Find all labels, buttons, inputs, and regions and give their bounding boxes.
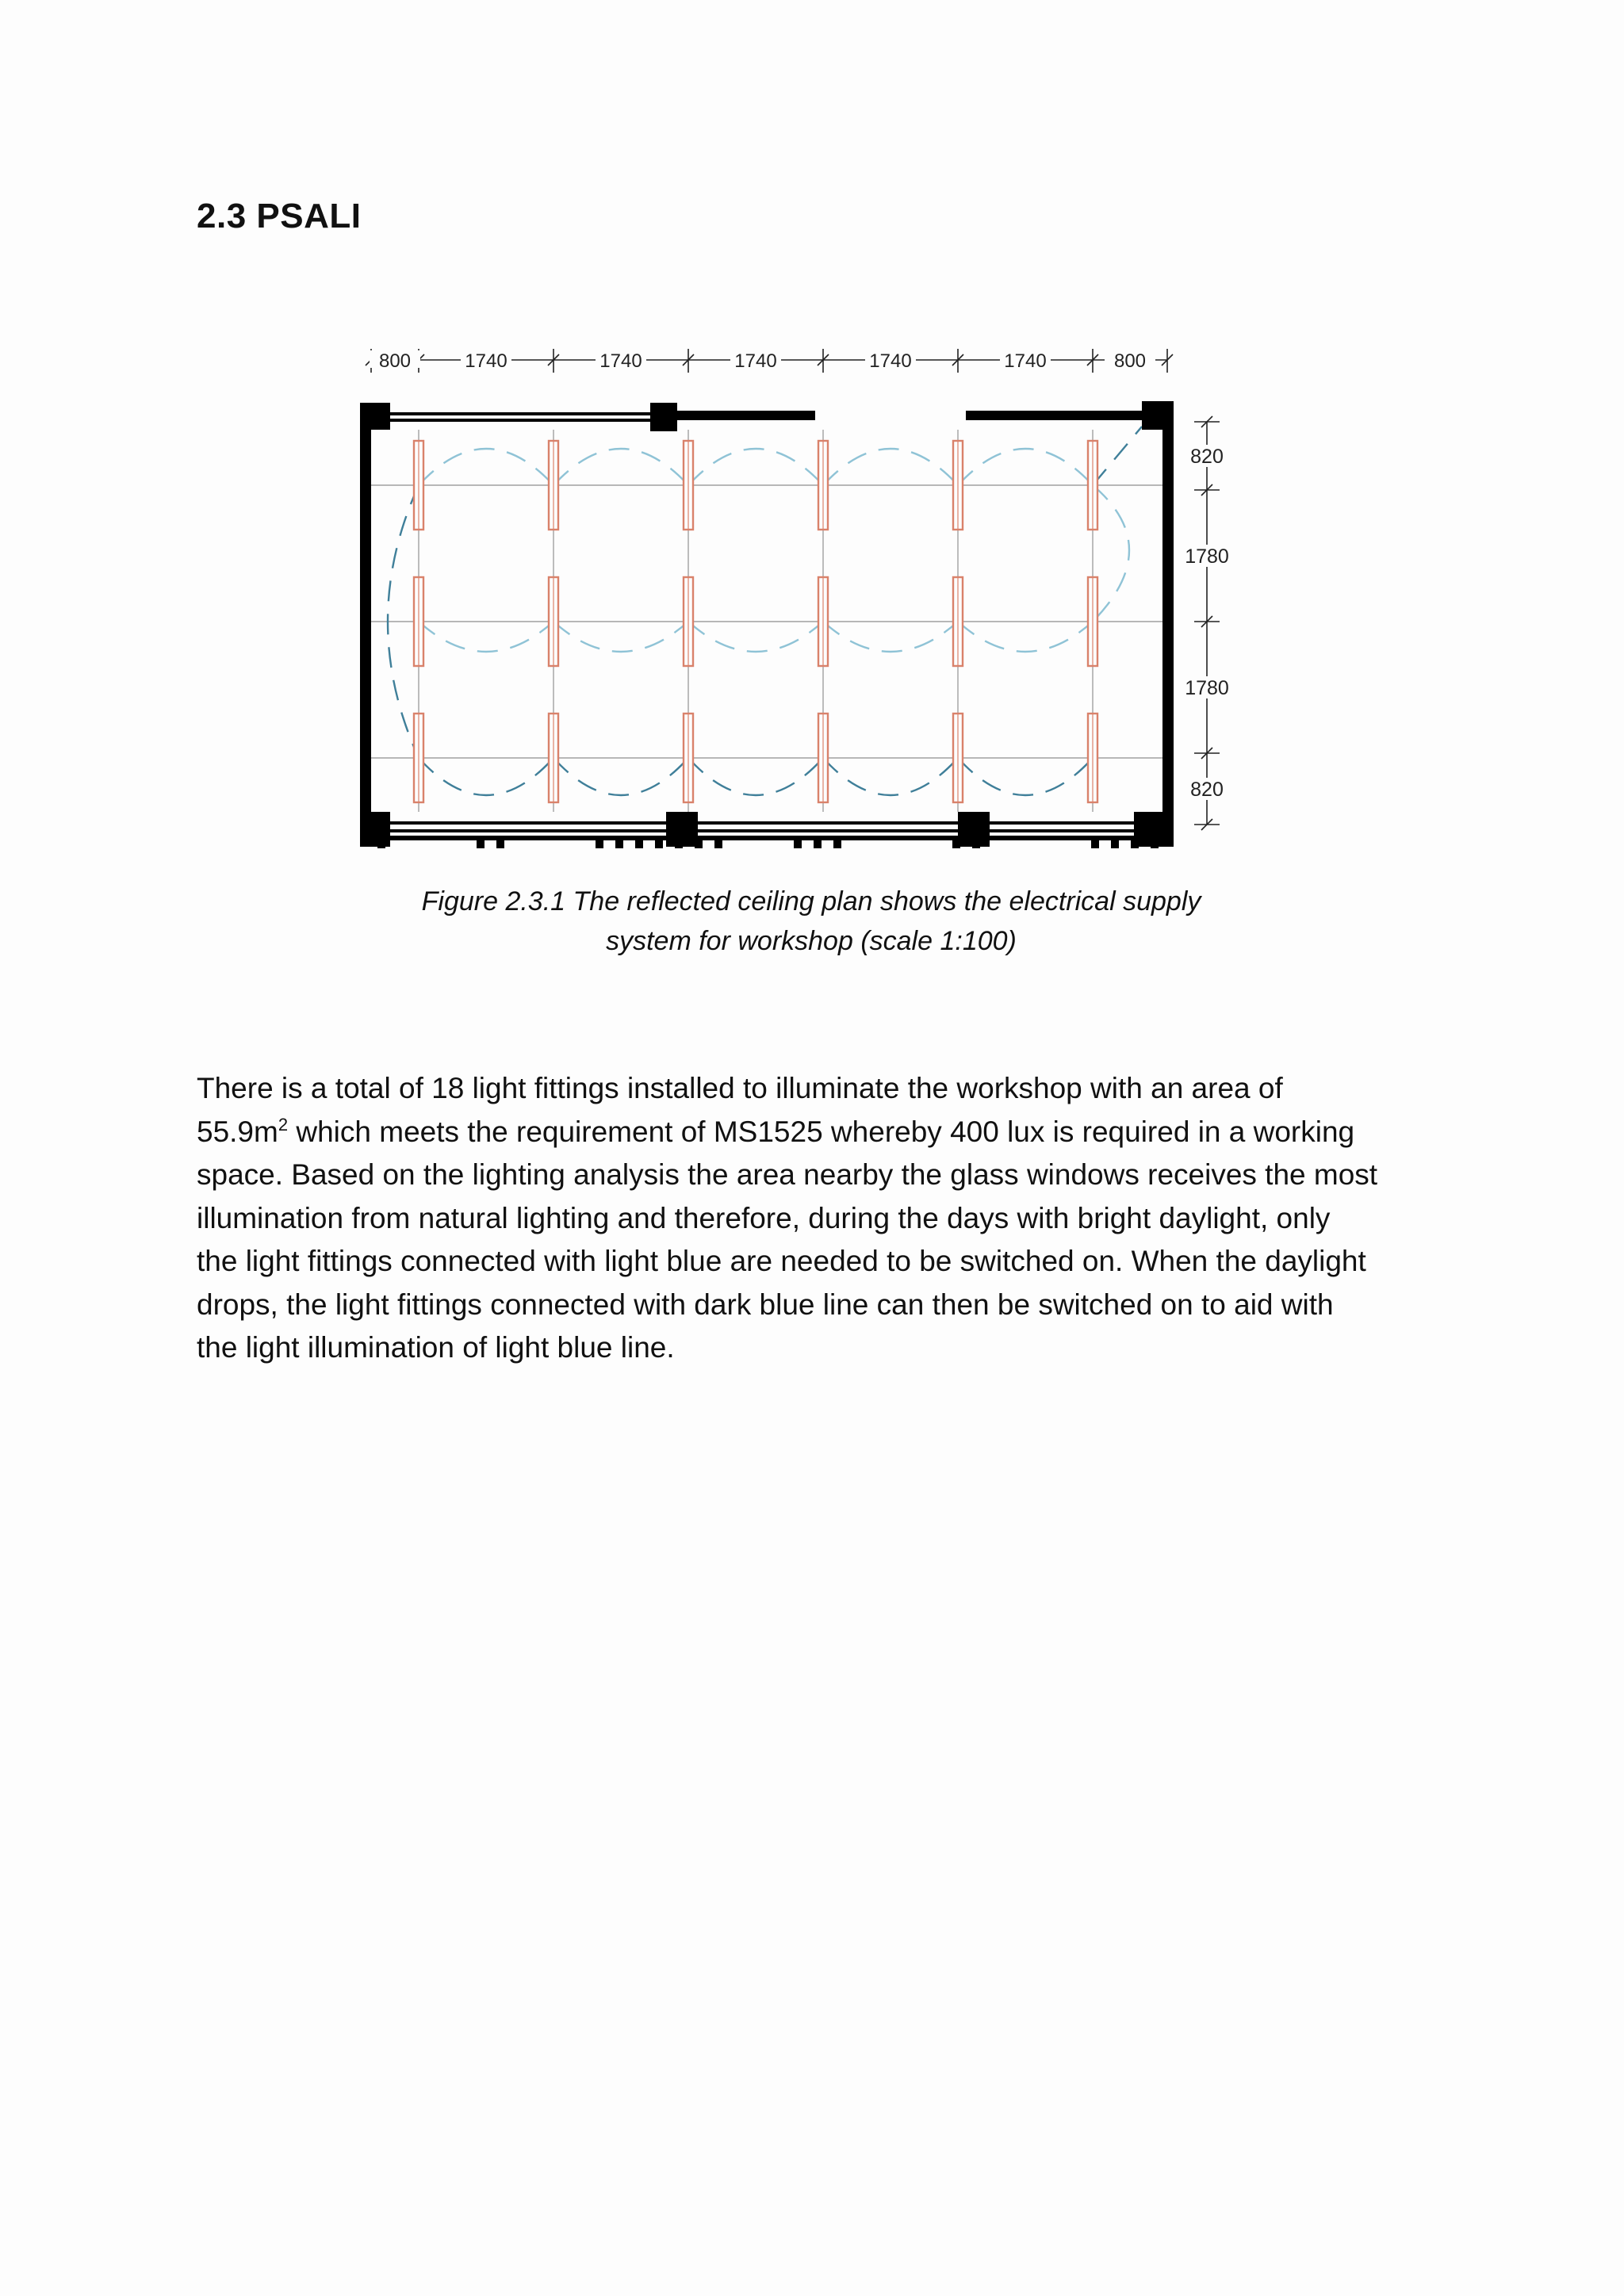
- dimension-label: 1740: [869, 350, 912, 372]
- mullion-block: [655, 840, 663, 848]
- light-blue-circuit-arc: [958, 449, 1093, 485]
- mullion-block: [714, 840, 722, 848]
- dimension-label: 800: [1113, 350, 1147, 372]
- lighting-circuits: [388, 427, 1142, 795]
- right-dimension-chain: [1194, 416, 1220, 830]
- walls: [360, 401, 1174, 847]
- light-blue-circuit-arc: [553, 622, 688, 652]
- mullion-block: [1091, 840, 1099, 848]
- paragraph-text: which meets the requirement of MS1525 whereby 400 lux is required in a working: [288, 1115, 1355, 1148]
- mullion-block: [477, 840, 485, 848]
- dark-blue-circuit-arc: [958, 758, 1093, 795]
- dimension-label: 1740: [599, 350, 642, 372]
- dimension-label: 1780: [1185, 545, 1229, 568]
- mullion-block: [1131, 840, 1139, 848]
- ceiling-grid: [371, 430, 1162, 812]
- dark-blue-circuit-arc: [1093, 427, 1142, 485]
- light-blue-circuit-arc: [823, 622, 958, 652]
- light-blue-circuit-arc: [688, 449, 823, 485]
- top-dimension-labels: [370, 350, 1155, 372]
- dimension-label: 1740: [734, 350, 777, 372]
- section-title: 2.3 PSALI: [197, 197, 362, 235]
- caption-line: Figure 2.3.1 The reflected ceiling plan shows the electrical supply: [421, 886, 1201, 916]
- mullion-block: [1151, 840, 1159, 848]
- area-value: 55.9m: [197, 1115, 278, 1148]
- mullion-block: [952, 840, 960, 848]
- light-blue-circuit-arc: [553, 449, 688, 485]
- light-blue-circuit-arc: [688, 622, 823, 652]
- dark-blue-circuit-arc: [823, 758, 958, 795]
- mullion-block: [794, 840, 802, 848]
- light-blue-circuit-arc: [419, 622, 553, 652]
- mullion-block: [377, 840, 385, 848]
- dark-blue-circuit-arc: [688, 758, 823, 795]
- window-mullions: [377, 840, 1159, 848]
- dimension-label: 1740: [465, 350, 508, 372]
- mullion-block: [972, 840, 980, 848]
- mullion-block: [695, 840, 703, 848]
- mullion-block: [496, 840, 504, 848]
- mullion-block: [833, 840, 841, 848]
- paragraph-line: space. Based on the lighting analysis the area nearby the glass windows receives the most: [197, 1158, 1378, 1191]
- light-blue-circuit-arc: [419, 449, 553, 485]
- reflected-ceiling-plan: [341, 333, 1277, 856]
- body-paragraph: [197, 1067, 1434, 1370]
- paragraph-line: illumination from natural lighting and therefore, during the days with bright daylight, only: [197, 1201, 1331, 1234]
- dimension-label: 820: [1190, 446, 1224, 468]
- light-blue-circuit-arc: [823, 449, 958, 485]
- figure-caption: [197, 882, 1426, 961]
- mullion-block: [675, 840, 683, 848]
- caption-line: system for workshop (scale 1:100): [606, 926, 1017, 956]
- mullion-block: [1111, 840, 1119, 848]
- mullion-block: [814, 840, 822, 848]
- paragraph-line: the light fittings connected with light blue are needed to be switched on. When the daylight: [197, 1245, 1366, 1277]
- dimension-label: 820: [1190, 779, 1224, 801]
- paragraph-line: [197, 1111, 1434, 1154]
- mullion-block: [635, 840, 643, 848]
- dark-blue-circuit-arc: [553, 758, 688, 795]
- dark-blue-circuit-arc: [419, 758, 553, 795]
- paragraph-line: There is a total of 18 light fittings installed to illuminate the workshop with an area of: [197, 1072, 1283, 1104]
- paragraph-line: drops, the light fittings connected with dark blue line can then be switched on to aid with: [197, 1288, 1334, 1321]
- superscript: 2: [278, 1114, 289, 1135]
- paragraph-line: the light illumination of light blue line.: [197, 1331, 675, 1364]
- light-blue-circuit-arc: [958, 622, 1093, 652]
- mullion-block: [615, 840, 623, 848]
- dimension-label: 1740: [1004, 350, 1047, 372]
- mullion-block: [596, 840, 603, 848]
- dimension-label: 1780: [1185, 677, 1229, 699]
- dimension-label: 800: [378, 350, 412, 372]
